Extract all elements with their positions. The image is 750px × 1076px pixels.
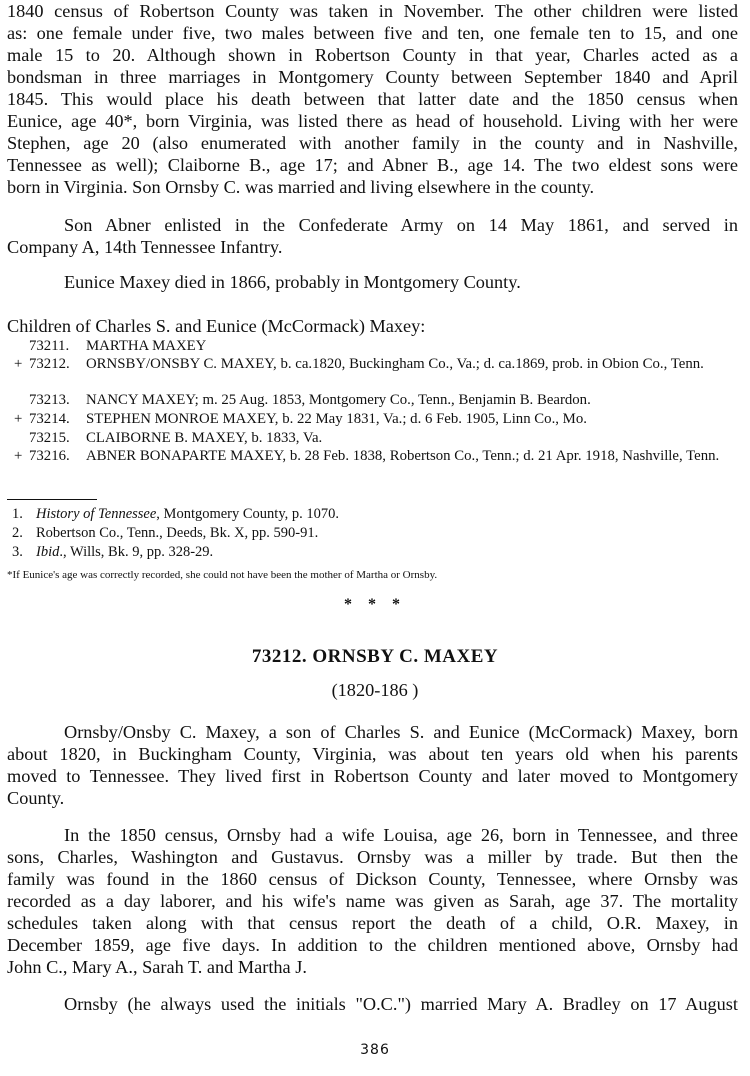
page-number: 386: [360, 1042, 390, 1058]
child-entry: STEPHEN MONROE MAXEY, b. 22 May 1831, Va.; d. 6 Feb. 1905, Linn Co., Mo.: [86, 411, 587, 427]
list-item: [14, 410, 738, 428]
text-line: about 1820, in Buckingham County, Virginia, was about ten years old when his parents: [7, 744, 738, 764]
section-title: 73212. ORNSBY C. MAXEY: [251, 646, 499, 667]
plus-marker: +: [14, 448, 23, 464]
text-line: sons, Charles, Washington and Gustavus. Ornsby was a miller by trade. But then the: [7, 847, 738, 867]
list-item: [14, 429, 738, 447]
text-line: Son Abner enlisted in the Confederate Army on 14 May 1861, and served in: [64, 215, 738, 235]
text-line: born in Virginia. Son Ornsby C. was married and living elsewhere in the county.: [7, 177, 595, 197]
marriage-paragraph: Ornsby (he always used the initials "O.C.") married Mary A. Bradley on 17 August: [64, 994, 738, 1014]
child-number: 73211.: [29, 338, 70, 354]
child-entry: NANCY MAXEY; m. 25 Aug. 1853, Montgomery Co., Tenn., Benjamin B. Beardon.: [86, 392, 591, 408]
child-number: 73215.: [29, 430, 70, 446]
plus-marker: +: [14, 356, 23, 372]
text-line: family was found in the 1860 census of Dickson County, Tennessee, where Ornsby was: [7, 869, 738, 889]
child-entry: MARTHA MAXEY: [86, 338, 207, 354]
text-line: Eunice, age 40*, born Virginia, was listed there as head of household. Living with her were: [7, 111, 738, 131]
list-item: [14, 337, 738, 355]
list-item: [14, 391, 738, 409]
plus-marker: +: [14, 411, 23, 427]
child-number: 73216.: [29, 448, 70, 464]
text-line: County.: [7, 788, 65, 808]
footnote-divider: [7, 499, 97, 500]
text-line: Company A, 14th Tennessee Infantry.: [7, 237, 283, 257]
text-line: In the 1850 census, Ornsby had a wife Louisa, age 26, born in Tennessee, and three: [64, 825, 738, 845]
text-line: Tennessee as well); Claiborne B., age 17; and Abner B., age 14. The two eldest sons were: [7, 155, 738, 175]
child-number: 73213.: [29, 392, 70, 408]
section-years: (1820-186 ): [331, 680, 419, 700]
child-entry: CLAIBORNE B. MAXEY, b. 1833, Va.: [86, 430, 323, 446]
children-heading: Children of Charles S. and Eunice (McCormack) Maxey:: [7, 316, 426, 336]
text-line: recorded as a day laborer, and his wife's name was given as Sarah, age 37. The mortality: [7, 891, 738, 911]
footnote: 3. Ibid., Wills, Bk. 9, pp. 328-29.: [12, 544, 214, 560]
section-separator: * * *: [344, 596, 406, 613]
text-line: December 1859, age five days. In addition to the children mentioned above, Ornsby had: [7, 935, 738, 955]
list-item: [14, 447, 738, 465]
footnote-title: History of Tennessee: [36, 506, 157, 522]
age-note: *If Eunice's age was correctly recorded, she could not have been the mother of Martha or Ornsby.: [7, 569, 438, 581]
child-number: 73214.: [29, 411, 70, 427]
footnote: 2. Robertson Co., Tenn., Deeds, Bk. X, pp. 590-91.: [12, 525, 319, 541]
text-line: schedules taken along with that census report the death of a child, O.R. Maxey, in: [7, 913, 738, 933]
footnote-title: Ibid: [36, 544, 60, 560]
text-line: as: one female under five, two males between five and ten, one female ten to 15, and one: [7, 23, 738, 43]
list-item: [14, 355, 738, 373]
text-line: Stephen, age 20 (also enumerated with another family in the county and in Nashville,: [7, 133, 738, 153]
text-line: 1845. This would place his death between that latter date and the 1850 census when: [7, 89, 738, 109]
child-entry: ABNER BONAPARTE MAXEY, b. 28 Feb. 1838, Robertson Co., Tenn.; d. 21 Apr. 1918, Nashville, Tenn.: [86, 448, 720, 464]
text-line: Ornsby/Onsby C. Maxey, a son of Charles S. and Eunice (McCormack) Maxey, born: [64, 722, 738, 742]
child-number: 73212.: [29, 356, 70, 372]
text-line: moved to Tennessee. They lived first in Robertson County and later moved to Montgomery: [7, 766, 738, 786]
text-line: 1840 census of Robertson County was taken in November. The other children were listed: [7, 1, 738, 21]
eunice-paragraph: Eunice Maxey died in 1866, probably in Montgomery County.: [64, 272, 521, 292]
text-line: bondsman in three marriages in Montgomery County between September 1840 and April: [7, 67, 738, 87]
footnote: 1. History of Tennessee, Montgomery County, p. 1070.: [12, 506, 340, 522]
child-entry: ORNSBY/ONSBY C. MAXEY, b. ca.1820, Buckingham Co., Va.; d. ca.1869, prob. in Obion Co., Tenn.: [86, 356, 704, 372]
text-line: male 15 to 20. Although shown in Robertson County in that year, Charles acted as a: [7, 45, 738, 65]
text-line: John C., Mary A., Sarah T. and Martha J.: [7, 957, 307, 977]
